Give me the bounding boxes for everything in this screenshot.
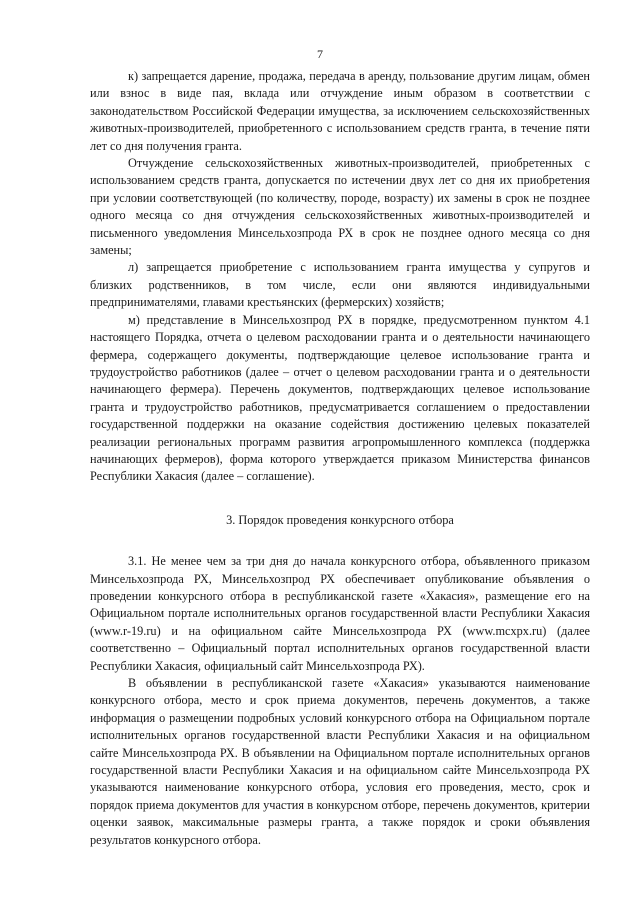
section-heading: 3. Порядок проведения конкурсного отбора <box>226 512 454 527</box>
paragraph-alienation: Отчуждение сельскохозяйственных животных-производителей, приобретенных с использованием средств гранта, допускается по истечении двух лет со дня их приобретения при условии соответствующей (по количеству, породе, возрасту) их замены в срок не позднее одного месяца со дня отчуждения сельскохозяйственных животных-производителей и письменного уведомления Минсельхозпрода РХ в срок не позднее одного месяца со дня замены; <box>90 156 590 258</box>
paragraph-item-l: л) запрещается приобретение с использованием гранта имущества у супругов и близких родственников, в том числе, если они являются индивидуальными предпринимателями, главами крестьянских (фермерских) хозяйств; <box>90 260 590 310</box>
page-number: 7 <box>317 47 323 61</box>
paragraph-announcement: В объявлении в республиканской газете «Хакасия» указываются наименование конкурсного отбора, место и срок приема документов, перечень документов, а также информация о размещении подробных условий конкурсного отбора на Официальном портале исполнительных органов государственной власти Республики Хакасия и на официальном сайте Минсельхозпрода РХ. В объявлении на Официальном портале исполнительных органов государственной власти Республики Хакасия и на официальном сайте Минсельхозпрода РХ указываются наименование конкурсного отбора, условия его проведения, место, срок и порядок приема документов для участия в конкурсном отборе, перечень документов, критерии оценки заявок, максимальные размеры гранта, а также порядок и сроки объявления результатов конкурсного отбора. <box>90 676 590 847</box>
document-body <box>90 68 590 849</box>
paragraph-3-1: 3.1. Не менее чем за три дня до начала конкурсного отбора, объявленного приказом Минсельхозпрода РХ, Минсельхозпрод РХ обеспечивает опубликование объявления о проведении конкурсного отбора в республиканской газете «Хакасия», размещение его на Официальном портале исполнительных органов государственной власти Республики Хакасия (www.r-19.ru) и на официальном сайте Минсельхозпрода РХ (www.mcxpx.ru) (далее соответственно – Официальный портал исполнительных органов государственной власти Республики Хакасия, официальный сайт Минсельхозпрода РХ). <box>90 554 590 673</box>
paragraph-item-m: м) представление в Минсельхозпрод РХ в порядке, предусмотренном пунктом 4.1 настоящего Порядка, отчета о целевом расходовании гранта и о деятельности начинающего фермера, содержащего документы, подтверждающие целевое использование гранта и трудоустройство работников (далее – отчет о целевом расходовании гранта и о деятельности начинающего фермера). Перечень документов, подтверждающих целевое использование гранта и трудоустройство работников, предусматривается соглашением о предоставлении государственной поддержки на оказание содействия достижению целевых показателей реализации региональных программ развития агропромышленного комплекса (поддержка начинающих фермеров), форма которого утверждается приказом Министерства финансов Республики Хакасия (далее – соглашение). <box>90 312 590 484</box>
paragraph-item-k: к) запрещается дарение, продажа, передача в аренду, пользование другим лицам, обмен или взнос в виде пая, вклада или отчуждение иным образом в соответствии с законодательством Российской Федерации имущества, за исключением сельскохозяйственных животных-производителей, приобретенного с использованием средств гранта, в течение пяти лет со дня получения гранта. <box>90 69 590 153</box>
